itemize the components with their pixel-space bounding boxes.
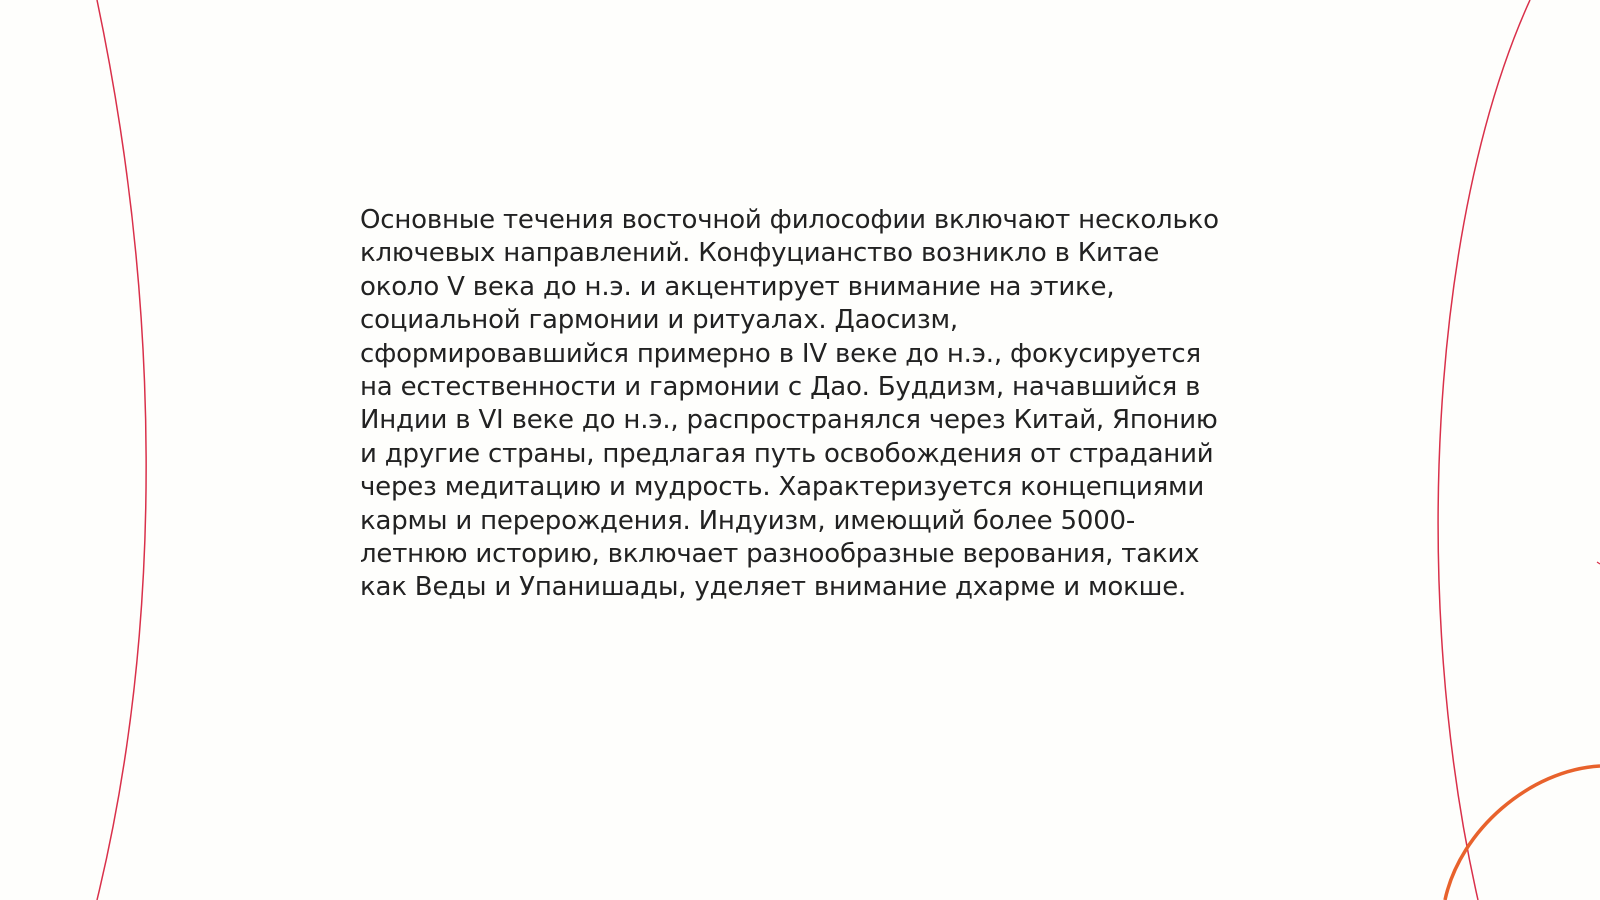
body-text: Основные течения восточной философии включают несколько ключевых направлений. Конфуцианство возникло в Китае около V века до н.э. и акцентирует внимание на этике, социальной гармонии и ритуалах. Даосизм, сформировавшийся примерно в IV веке до н.э., фокусируется на естественности и гармонии с Дао. Буддизм, начавшийся в Индии в VI веке до н.э., распространялся через Китай, Японию и другие страны, предлагая путь освобождения от страданий через медитацию и мудрость. Характеризуется концепциями кармы и перерождения. Индуизм, имеющий более 5000- летнюю историю, включает разнообразные верования, таких как Веды и Упанишады, уделяет внимание дхарме и мокше. xyxy=(360,205,1219,603)
orange-arc xyxy=(1445,766,1600,900)
left-curve xyxy=(97,0,146,900)
right-curve xyxy=(1438,0,1530,900)
